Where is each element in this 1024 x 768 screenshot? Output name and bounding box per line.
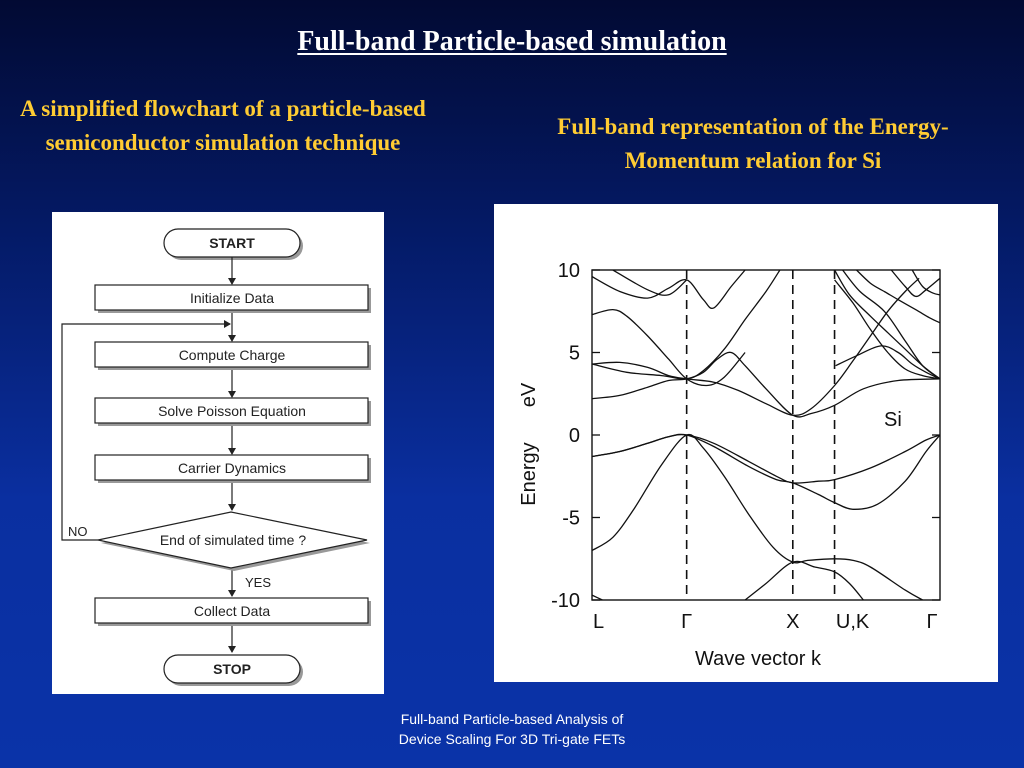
footer (0, 709, 1024, 749)
x-tick-label: X (786, 611, 800, 633)
y-tick-label: -5 (562, 507, 580, 530)
flowchart (52, 212, 384, 694)
y-tick-label: 10 (557, 260, 580, 282)
band-line-7 (592, 352, 940, 417)
flowchart-panel (52, 212, 384, 694)
band-structure-chart (494, 204, 998, 682)
step-label-solve-poisson: Solve Poisson Equation (158, 403, 306, 419)
band-line-10 (592, 270, 745, 308)
band-line-9 (592, 310, 745, 386)
band-line-13 (843, 270, 940, 379)
band-line-4 (592, 595, 602, 600)
symmetry-lines (687, 270, 835, 600)
stop-label: STOP (213, 661, 251, 677)
band-curves (592, 270, 940, 600)
band-line-3 (592, 435, 923, 600)
y-tick-label: -10 (551, 590, 580, 612)
y-axis-unit: eV (518, 382, 540, 408)
step-label-collect-data: Collect Data (193, 603, 271, 619)
material-annotation: Si (884, 409, 902, 431)
y-axis-label: Energy (518, 442, 540, 506)
band-structure-panel (494, 204, 998, 682)
y-tick-label: 0 (568, 425, 580, 447)
plot-frame (592, 270, 940, 600)
y-axis (551, 260, 940, 612)
step-label-initialize: Initialize Data (189, 290, 275, 306)
band-line-12 (835, 270, 940, 379)
band-line-2 (592, 434, 940, 509)
x-tick-label: Γ (926, 611, 938, 633)
yes-label: YES (245, 575, 272, 590)
x-axis-label: Wave vector k (695, 648, 821, 670)
slide-title: Full-band Particle-based simulation (297, 26, 727, 57)
x-tick-label: Γ (681, 611, 693, 633)
start-label: START (209, 235, 255, 251)
x-tick-label: L (593, 611, 605, 633)
step-label-carrier-dynamics: Carrier Dynamics (177, 460, 287, 476)
no-label: NO (68, 524, 88, 539)
x-tick-label: U,K (835, 611, 870, 633)
decision-label: End of simulated time ? (159, 532, 307, 548)
footer-line-2: Device Scaling For 3D Tri-gate FETs (398, 731, 626, 747)
y-tick-label: 5 (568, 342, 580, 365)
band-line-11 (613, 270, 687, 295)
footer-line-1: Full-band Particle-based Analysis of (400, 711, 624, 727)
step-label-compute-charge: Compute Charge (178, 347, 286, 363)
band-structure-heading: Full-band representation of the Energy-Momentum relation for Si (557, 114, 949, 173)
band-line-5 (745, 561, 863, 600)
flowchart-heading: A simplified flowchart of a particle-based semiconductor simulation technique (20, 96, 426, 155)
x-axis (593, 611, 938, 633)
